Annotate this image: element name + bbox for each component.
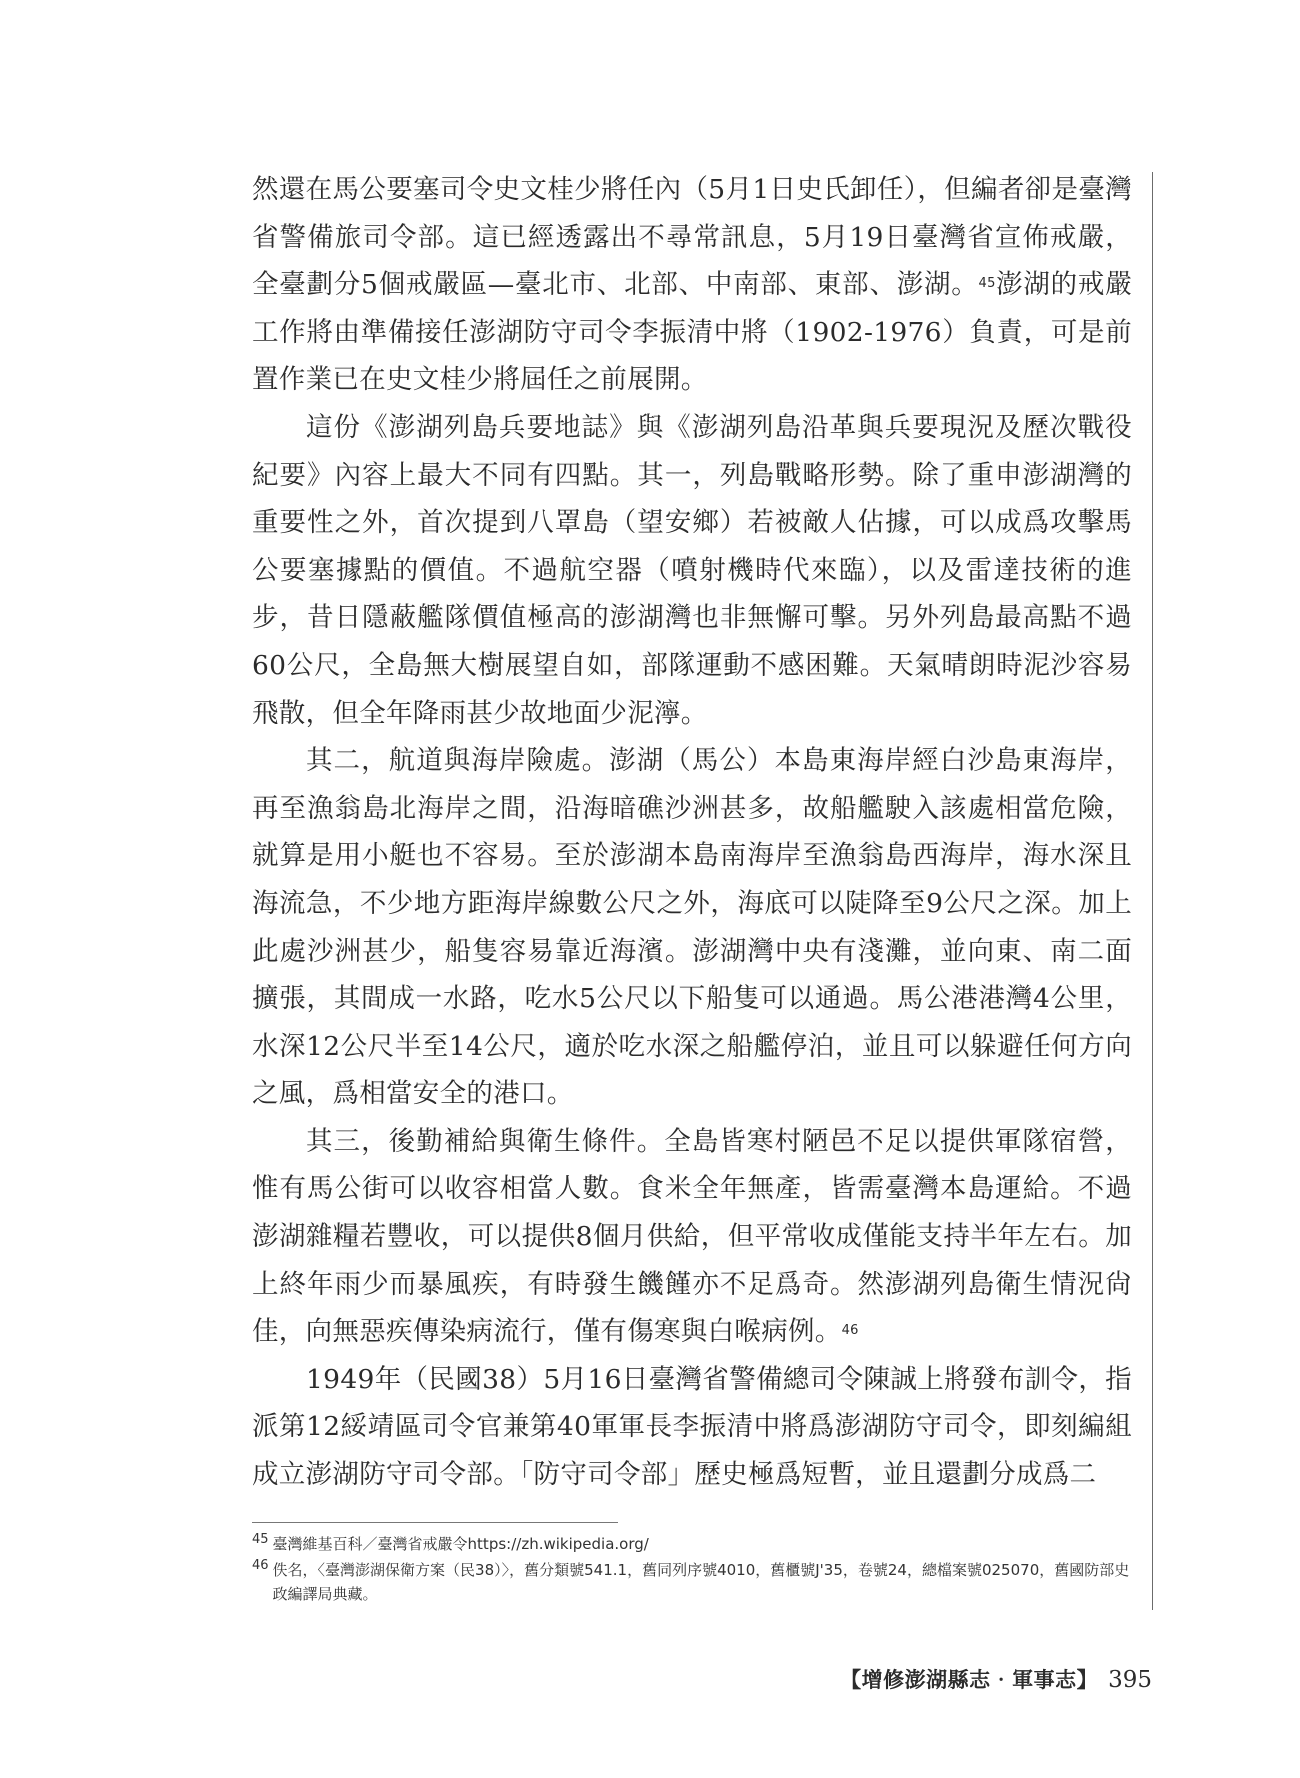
paragraph-1 [252,166,1132,404]
running-footer [840,1664,1152,1694]
footnote-text: 佚名，〈臺灣澎湖保衛方案（民38）〉，舊分類號541.1，舊同列序號4010，舊櫃號J'35，卷號24，總檔案號025070，舊國防部史政編譯局典藏。 [272,1561,1130,1603]
running-title: 【增修澎湖縣志‧軍事志】 [840,1667,1099,1692]
paragraph-4-text: 其三，後勤補給與衛生條件。全島皆寒村陋邑不足以提供軍隊宿營，惟有馬公街可以收容相當人數。食米全年無產，皆需臺灣本島運給。不過澎湖雜糧若豐收，可以提供8個月供給，但平常收成僅能支持半年左右。加上終年雨少而暴風疾，有時發生饑饉亦不足爲奇。然澎湖列島衛生情況尙佳，向無惡疾傳染病流行，僅有傷寒與白喉病例。 [252,1125,1132,1348]
paragraph-1-text: 然還在馬公要塞司令史文桂少將任內（5月1日史氏卸任），但編者卻是臺灣省警備旅司令部。這已經透露出不尋常訊息，5月19日臺灣省宣佈戒嚴，全臺劃分5個戒嚴區—臺北市、北部、中南部、東部、澎湖。 [252,174,1132,301]
body-text [252,166,1132,1499]
footnote-number: 45 [252,1532,269,1547]
paragraph-2: 這份《澎湖列島兵要地誌》與《澎湖列島沿革與兵要現況及歷次戰役紀要》內容上最大不同有四點。其一，列島戰略形勢。除了重申澎湖灣的重要性之外，首次提到八罩島（望安鄉）若被敵人佔據，可以成爲攻擊馬公要塞據點的價值。不過航空器（噴射機時代來臨），以及雷達技術的進步，昔日隱蔽艦隊價值極高的澎湖灣也非無懈可擊。另外列島最高點不過60公尺，全島無大樹展望自如，部隊運動不感困難。天氣晴朗時泥沙容易飛散，但全年降雨甚少故地面少泥濘。 [252,411,1132,729]
paragraph-4 [252,1118,1132,1356]
footnote-ref-45[interactable]: 45 [978,275,996,291]
page-number: 395 [1108,1667,1152,1693]
right-margin-rule [1152,172,1153,1610]
footnote-text: 臺灣維基百科／臺灣省戒嚴令https://zh.wikipedia.org/ [272,1535,649,1553]
paragraph-3: 其二，航道與海岸險處。澎湖（馬公）本島東海岸經白沙島東海岸，再至漁翁島北海岸之間，沿海暗礁沙洲甚多，故船艦駛入該處相當危險，就算是用小艇也不容易。至於澎湖本島南海岸至漁翁島西海岸，海水深且海流急，不少地方距海岸線數公尺之外，海底可以陡降至9公尺之深。加上此處沙洲甚少，船隻容易靠近海濱。澎湖灣中央有淺灘，並向東、南二面擴張，其間成一水路，吃水5公尺以下船隻可以通過。馬公港港灣4公里，水深12公尺半至14公尺，適於吃水深之船艦停泊，並且可以躲避任何方向之風，爲相當安全的港口。 [252,745,1132,1110]
paragraph-5: 1949年（民國38）5月16日臺灣省警備總司令陳誠上將發布訓令，指派第12綏靖區司令官兼第40軍軍長李振清中將爲澎湖防守司令，即刻編組成立澎湖防守司令部。「防守司令部」歷史極爲短暫，並且還劃分成爲二 [252,1363,1132,1491]
footnote-45 [252,1532,1142,1556]
footnote-separator [252,1522,618,1523]
footnote-46 [252,1558,1142,1606]
paragraph-1-continued: 澎湖的戒嚴工作將由準備接任澎湖防守司令李振清中將（1902-1976）負責，可是前置作業已在史文桂少將屆任之前展開。 [252,269,1132,396]
footnotes [252,1532,1142,1608]
footnote-number: 46 [252,1558,269,1573]
footnote-ref-46[interactable]: 46 [841,1322,859,1338]
